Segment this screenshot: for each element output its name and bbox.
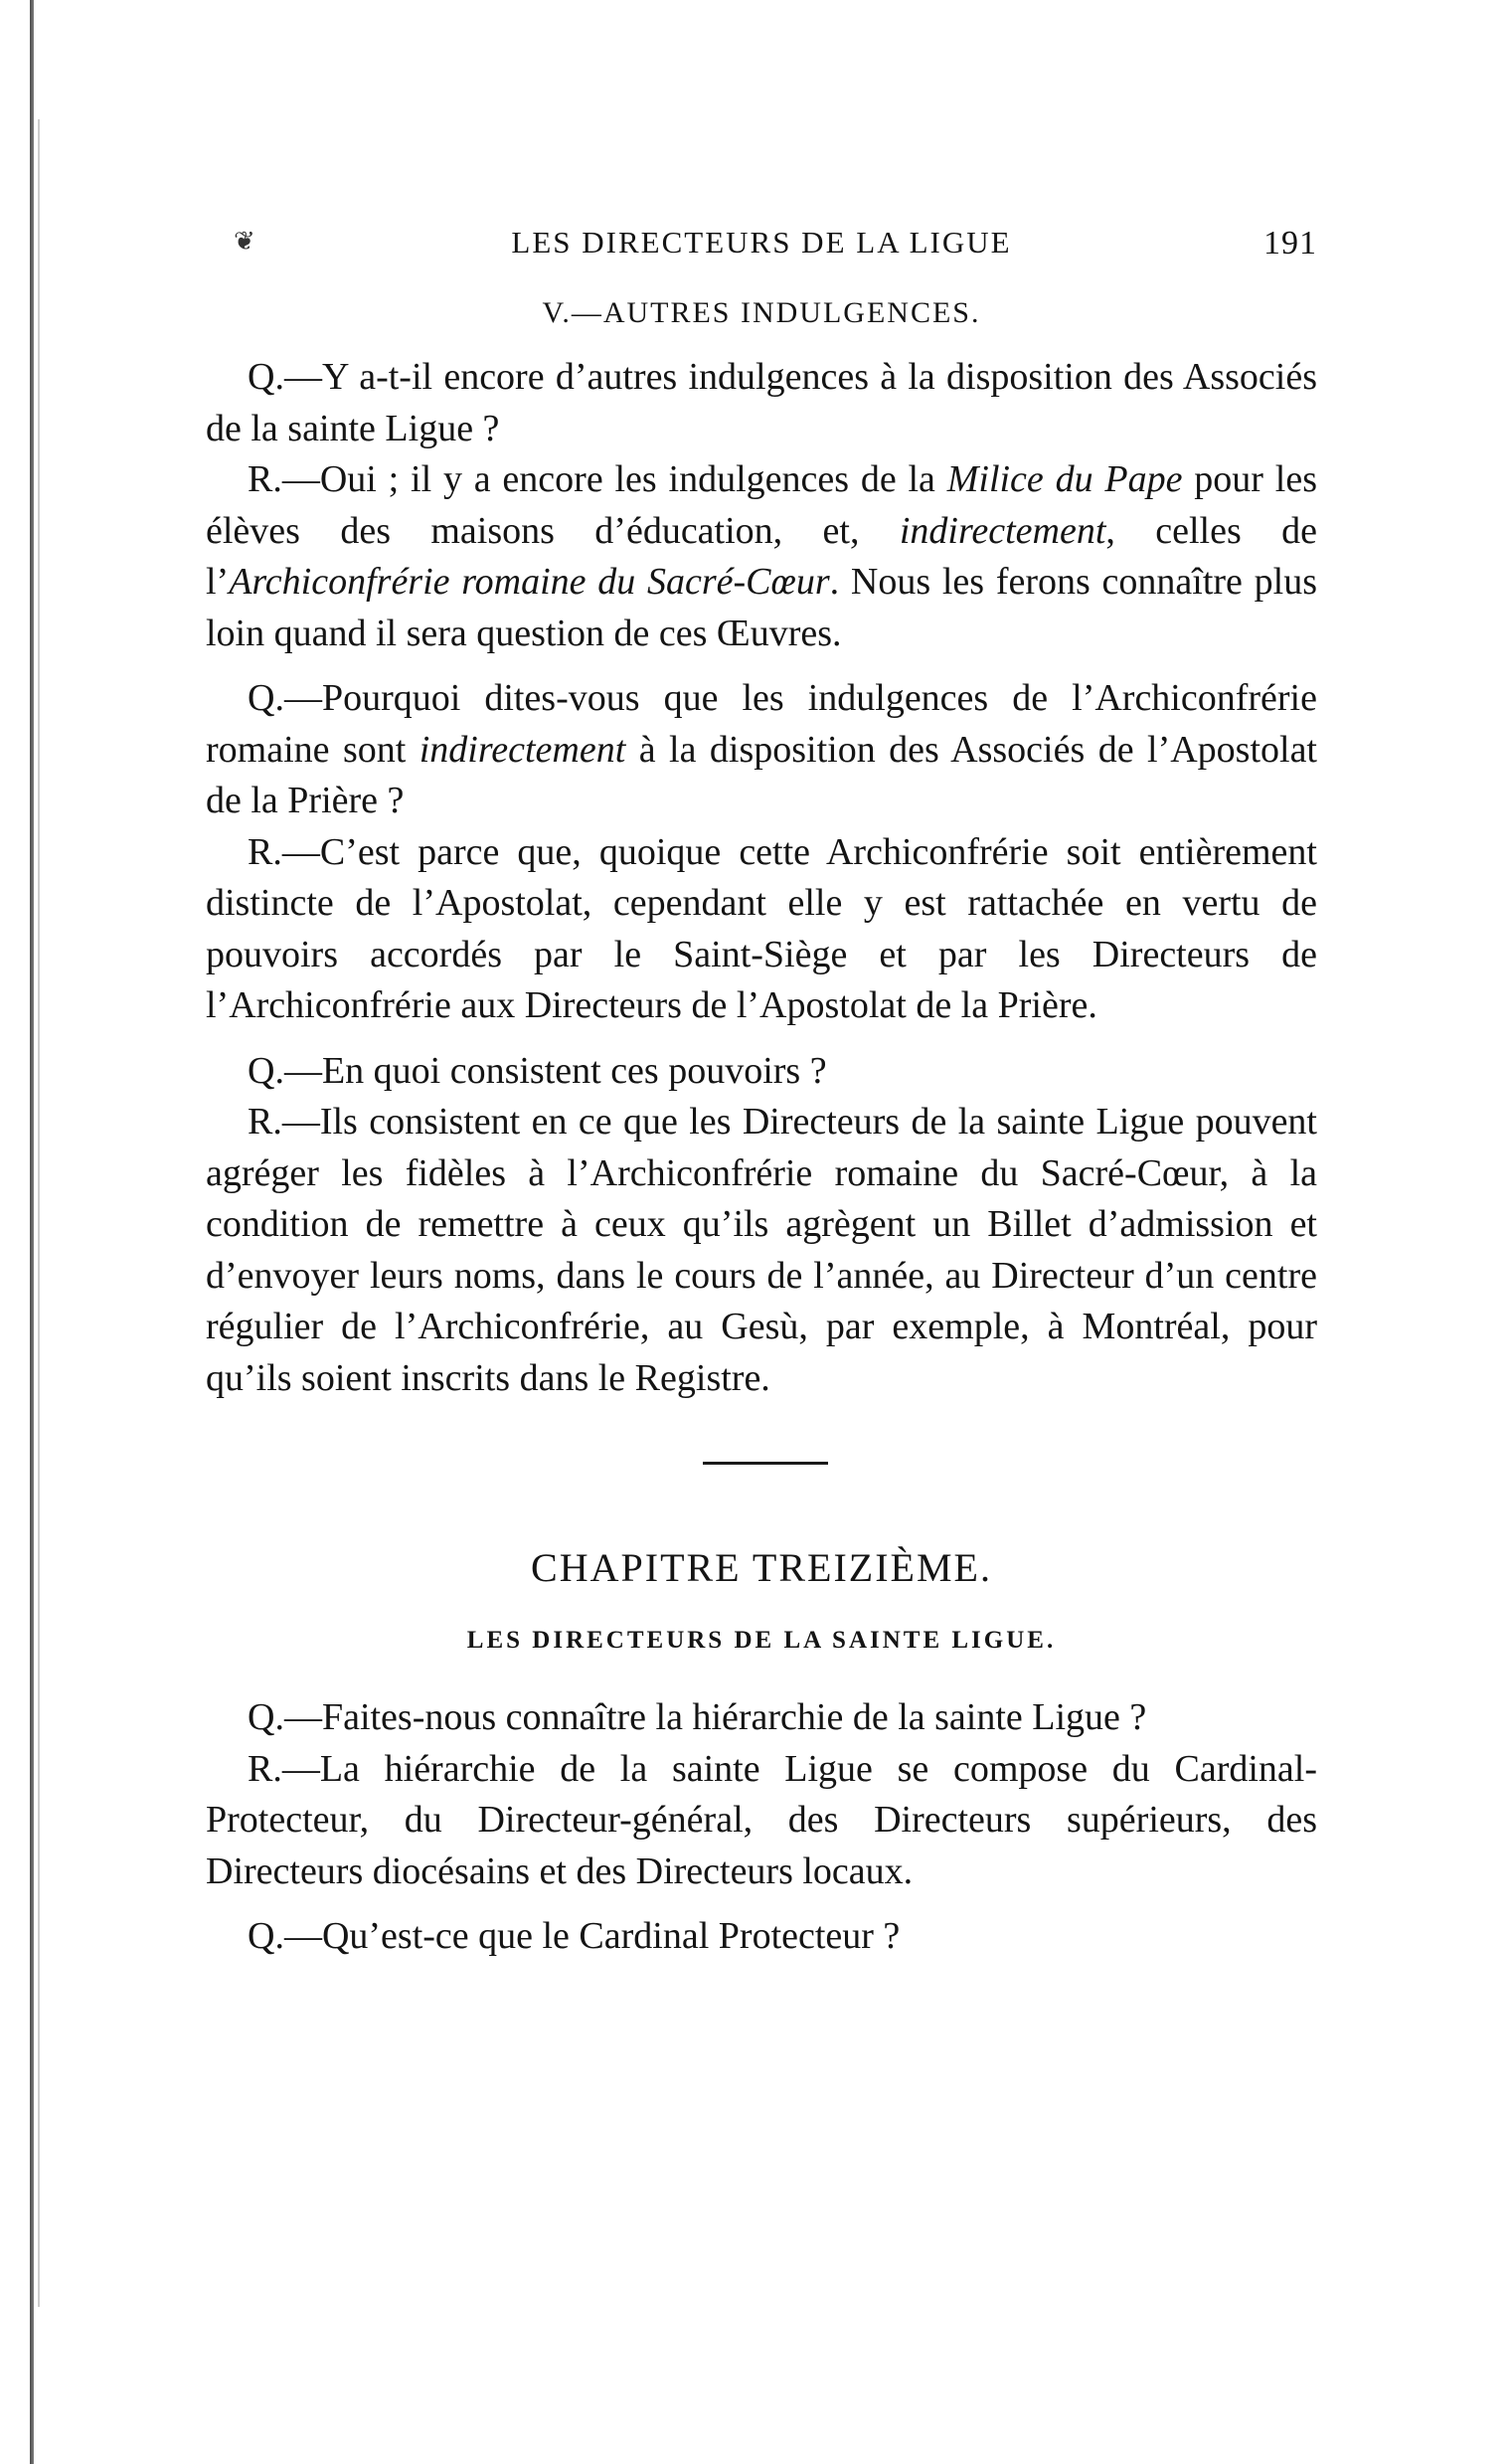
paragraph-gap <box>206 1897 1317 1911</box>
paragraph-text: pour les élèves des maisons d’éducation, et, <box>206 458 1317 552</box>
paragraph-gap <box>206 659 1317 673</box>
italic-term: indirectement <box>899 509 1106 552</box>
question-paragraph <box>206 1692 1317 1744</box>
paragraph-text: à la disposition des Associés de l’Apostolat de la Prière ? <box>206 728 1317 821</box>
question-paragraph <box>206 1046 1317 1098</box>
paragraph-text: . Nous les ferons connaître plus loin quand il sera question de ces Œuvres. <box>206 561 1317 654</box>
answer-paragraph <box>206 827 1317 1032</box>
ornament-icon: ❦ <box>234 227 257 256</box>
answer-paragraph <box>206 1744 1317 1898</box>
paragraph-text: R.—La hiérarchie de la sainte Ligue se compose du Cardinal-Protecteur, du Directeur-général, des Directeurs supérieurs, des Directeurs diocésains et des Directeurs locaux. <box>206 1747 1317 1892</box>
paragraph-text: , celles de l’ <box>206 509 1318 603</box>
paragraph-text: Q.—Qu’est-ce que le Cardinal Protecteur ? <box>248 1915 901 1957</box>
section-divider <box>703 1462 828 1465</box>
italic-term: indirectement <box>419 728 626 771</box>
question-paragraph <box>206 352 1317 454</box>
page-edge-line <box>38 119 40 2307</box>
book-page <box>206 225 1317 1963</box>
question-paragraph <box>206 1911 1317 1963</box>
answer-paragraph <box>206 454 1317 659</box>
paragraph-text: Q.—Pourquoi dites-vous que les indulgences de l’Archiconfrérie romaine sont <box>206 677 1317 771</box>
page-number: 191 <box>1263 225 1317 262</box>
paragraph-text: R.—C’est parce que, quoique cette Archiconfrérie soit entièrement distincte de l’Apostolat, cependant elle y est rattachée en vertu de pouvoirs accordés par le Saint-Siège et par les Directeurs de l’Archiconfrérie aux Directeurs de l’Apostolat de la Prière. <box>206 830 1317 1026</box>
page-edge-shadow <box>30 0 34 2464</box>
italic-term: Archiconfrérie romaine du Sacré-Cœur <box>229 561 830 603</box>
chapter-subtitle: LES DIRECTEURS DE LA SAINTE LIGUE. <box>466 1627 1057 1654</box>
question-paragraph <box>206 673 1317 827</box>
paragraph-text: R.—Ils consistent en ce que les Directeurs de la sainte Ligue pouvent agréger les fidèles à l’Archiconfrérie romaine du Sacré-Cœur, à la condition de remettre à ceux qu’ils agrègent un Billet d’admission et d’envoyer leurs noms, dans le cours de l’année, au Directeur d’un centre régulier de l’Archiconfrérie, au Gesù, par exemple, à Montréal, pour qu’ils soient inscrits dans le Registre. <box>206 1101 1317 1399</box>
paragraph-gap <box>206 1032 1317 1046</box>
chapter-title: CHAPITRE TREIZIÈME. <box>531 1545 992 1590</box>
paragraph-text: Q.—Faites-nous connaître la hiérarchie de la sainte Ligue ? <box>248 1696 1147 1738</box>
paragraph-text: Q.—En quoi consistent ces pouvoirs ? <box>248 1049 827 1092</box>
answer-paragraph <box>206 1097 1317 1404</box>
running-head <box>206 225 1317 274</box>
paragraph-text: R.—Oui ; il y a encore les indulgences de la <box>248 458 947 500</box>
running-head-title: LES DIRECTEURS DE LA LIGUE <box>511 225 1012 260</box>
italic-term: Milice du Pape <box>946 458 1183 500</box>
paragraph-text: Q.—Y a-t-il encore d’autres indulgences à la disposition des Associés de la sainte Ligue ? <box>206 356 1317 449</box>
section-heading: V.—AUTRES INDULGENCES. <box>542 296 981 329</box>
